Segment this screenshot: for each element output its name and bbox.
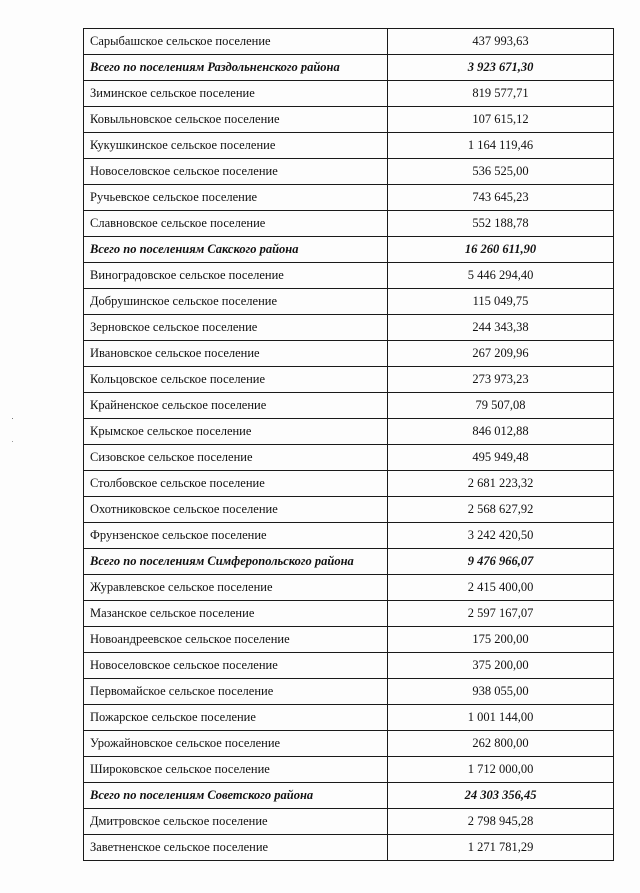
settlement-amount: 437 993,63 [388,29,614,55]
settlement-amount: 115 049,75 [388,289,614,315]
settlement-row [84,211,614,237]
district-total-label: Всего по поселениям Симферопольского района [84,549,388,575]
settlement-amount: 5 446 294,40 [388,263,614,289]
settlement-name: Сизовское сельское поселение [84,445,388,471]
settlement-row [84,731,614,757]
scan-speck [12,418,13,419]
settlement-amount: 1 271 781,29 [388,835,614,861]
settlement-amount: 536 525,00 [388,159,614,185]
settlement-name: Заветненское сельское поселение [84,835,388,861]
settlement-amount: 2 597 167,07 [388,601,614,627]
settlement-row [84,601,614,627]
settlement-name: Новоселовское сельское поселение [84,159,388,185]
settlement-name: Пожарское сельское поселение [84,705,388,731]
settlement-amount: 743 645,23 [388,185,614,211]
settlement-name: Славновское сельское поселение [84,211,388,237]
settlement-row [84,757,614,783]
settlement-name: Виноградовское сельское поселение [84,263,388,289]
settlement-amount: 495 949,48 [388,445,614,471]
settlement-amount: 3 242 420,50 [388,523,614,549]
settlement-row [84,393,614,419]
settlement-amount: 2 568 627,92 [388,497,614,523]
settlement-amount: 375 200,00 [388,653,614,679]
settlement-amount: 262 800,00 [388,731,614,757]
settlement-name: Фрунзенское сельское поселение [84,523,388,549]
settlement-amount: 819 577,71 [388,81,614,107]
settlement-name: Урожайновское сельское поселение [84,731,388,757]
settlement-name: Добрушинское сельское поселение [84,289,388,315]
settlements-budget-table [83,28,614,861]
settlement-name: Кольцовское сельское поселение [84,367,388,393]
settlement-amount: 552 188,78 [388,211,614,237]
settlement-name: Новоандреевское сельское поселение [84,627,388,653]
settlement-name: Крымское сельское поселение [84,419,388,445]
settlement-row [84,679,614,705]
district-total-amount: 3 923 671,30 [388,55,614,81]
settlement-amount: 1 712 000,00 [388,757,614,783]
settlement-amount: 107 615,12 [388,107,614,133]
settlement-row [84,653,614,679]
settlement-amount: 267 209,96 [388,341,614,367]
settlement-row [84,341,614,367]
table-body [84,29,614,861]
settlement-row [84,133,614,159]
settlement-row [84,835,614,861]
settlement-name: Ковыльновское сельское поселение [84,107,388,133]
settlement-row [84,471,614,497]
settlement-name: Дмитровское сельское поселение [84,809,388,835]
settlement-name: Зиминское сельское поселение [84,81,388,107]
settlement-row [84,497,614,523]
settlement-row [84,107,614,133]
district-total-row [84,237,614,263]
settlement-name: Столбовское сельское поселение [84,471,388,497]
settlement-row [84,367,614,393]
settlement-name: Первомайское сельское поселение [84,679,388,705]
settlement-amount: 846 012,88 [388,419,614,445]
settlement-row [84,315,614,341]
settlement-name: Ручьевское сельское поселение [84,185,388,211]
settlement-row [84,523,614,549]
district-total-row [84,783,614,809]
district-total-label: Всего по поселениям Раздольненского района [84,55,388,81]
district-total-amount: 16 260 611,90 [388,237,614,263]
settlement-amount: 938 055,00 [388,679,614,705]
district-total-label: Всего по поселениям Сакского района [84,237,388,263]
settlement-amount: 1 001 144,00 [388,705,614,731]
settlement-row [84,29,614,55]
settlement-name: Сарыбашское сельское поселение [84,29,388,55]
settlement-name: Крайненское сельское поселение [84,393,388,419]
scan-speck [12,441,13,442]
settlement-amount: 244 343,38 [388,315,614,341]
settlement-name: Охотниковское сельское поселение [84,497,388,523]
settlement-amount: 2 681 223,32 [388,471,614,497]
district-total-row [84,549,614,575]
settlement-name: Новоселовское сельское поселение [84,653,388,679]
settlement-amount: 273 973,23 [388,367,614,393]
settlement-row [84,445,614,471]
settlement-amount: 2 415 400,00 [388,575,614,601]
settlement-row [84,575,614,601]
settlement-row [84,81,614,107]
settlement-name: Широковское сельское поселение [84,757,388,783]
settlement-name: Ивановское сельское поселение [84,341,388,367]
settlement-row [84,627,614,653]
settlement-row [84,419,614,445]
settlement-name: Зерновское сельское поселение [84,315,388,341]
settlement-name: Кукушкинское сельское поселение [84,133,388,159]
settlement-amount: 175 200,00 [388,627,614,653]
district-total-row [84,55,614,81]
settlement-row [84,263,614,289]
settlement-amount: 1 164 119,46 [388,133,614,159]
settlement-amount: 2 798 945,28 [388,809,614,835]
district-total-amount: 9 476 966,07 [388,549,614,575]
settlement-amount: 79 507,08 [388,393,614,419]
settlement-name: Мазанское сельское поселение [84,601,388,627]
settlement-row [84,289,614,315]
settlement-row [84,185,614,211]
district-total-amount: 24 303 356,45 [388,783,614,809]
settlement-name: Журавлевское сельское поселение [84,575,388,601]
district-total-label: Всего по поселениям Советского района [84,783,388,809]
settlement-row [84,809,614,835]
settlement-row [84,705,614,731]
settlement-row [84,159,614,185]
